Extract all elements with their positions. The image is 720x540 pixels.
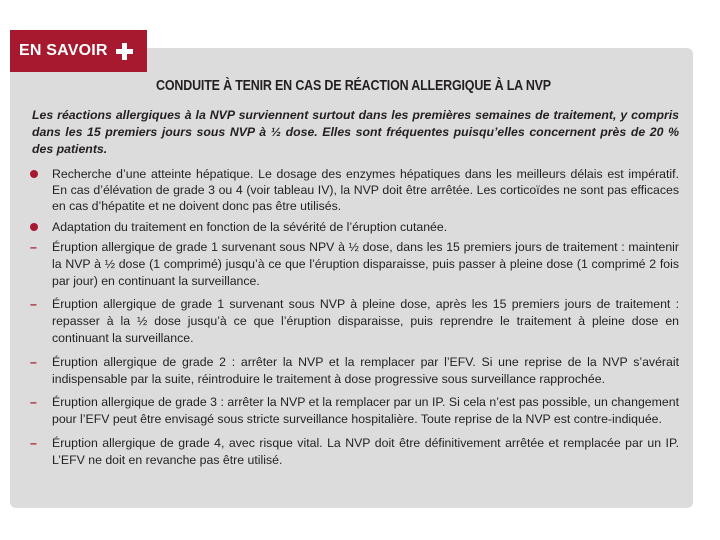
grade-item [28,354,679,388]
dash-icon: – [30,297,37,312]
grade-text: Éruption allergique de grade 1 survenant sous NPV à ½ dose, dans les 15 premiers jours de traitement : maintenir la NVP à ½ dose (1 comprimé) jusqu’à ce que l’éruption disparaisse, puis passer à pleine dose (1 comprimé 2 fois par jour) en continuant la surveillance. [52,240,679,288]
dash-icon: – [30,435,37,450]
grade-list [28,239,679,469]
grade-text: Éruption allergique de grade 2 : arrêter la NVP et la remplacer par l’EFV. Si une reprise de la NVP s’avérait indispensable par la suite, réintroduire le traitement à dose progressive sous surveillance rapprochée. [52,354,679,386]
bullet-dot-icon [30,170,38,178]
dash-icon: – [30,395,37,410]
bullet-text: Adaptation du traitement en fonction de la sévérité de l’éruption cutanée. [52,220,448,234]
plus-icon [116,43,133,60]
grade-item [28,394,679,428]
panel-title: CONDUITE À TENIR EN CAS DE RÉACTION ALLERGIQUE À LA NVP [156,78,551,94]
bullet-dot-icon [30,223,38,231]
dash-icon: – [30,354,37,369]
bullet-list [28,166,679,469]
info-panel [10,48,693,508]
grade-text: Éruption allergique de grade 3 : arrêter la NVP et la remplacer par un IP. Si cela n’est pas possible, un changement pour l’EFV peut être envisagé sous stricte surveillance hospitalière. Toute reprise de la NVP est contre-indiquée. [52,395,679,427]
en-savoir-plus-badge [10,30,147,72]
grade-item [28,239,679,289]
bullet-item [28,219,679,469]
bullet-item [28,166,679,214]
grade-text: Éruption allergique de grade 4, avec risque vital. La NVP doit être définitivement arrêtée et remplacée par un IP. L’EFV ne doit en revanche pas être utilisé. [52,435,679,467]
grade-item [28,296,679,346]
grade-text: Éruption allergique de grade 1 survenant sous NVP à pleine dose, après les 15 premiers jours de traitement : repasser à la ½ dose jusqu’à ce que l’éruption disparaisse, puis reprendre le traitement à pleine dose en continuant la surveillance. [52,297,679,345]
intro-paragraph: Les réactions allergiques à la NVP surviennent surtout dans les premières semaines de traitement, y compris dans les 15 premiers jours sous NVP à ½ dose. Elles sont fréquentes puisqu’elles concernent près de 20 % des patients. [32,108,679,156]
dash-icon: – [30,240,37,254]
grade-item [28,435,679,469]
bullet-text: Recherche d’une atteinte hépatique. Le dosage des enzymes hépatiques dans les meilleurs délais est impératif. En cas d’élévation de grade 3 ou 4 (voir tableau IV), la NVP doit être arrêtée. Les corticoïdes ne sont pas efficaces en cas d’hépatite et ne doivent donc pas être utilisés. [52,167,679,213]
badge-label: EN SAVOIR [19,42,108,59]
